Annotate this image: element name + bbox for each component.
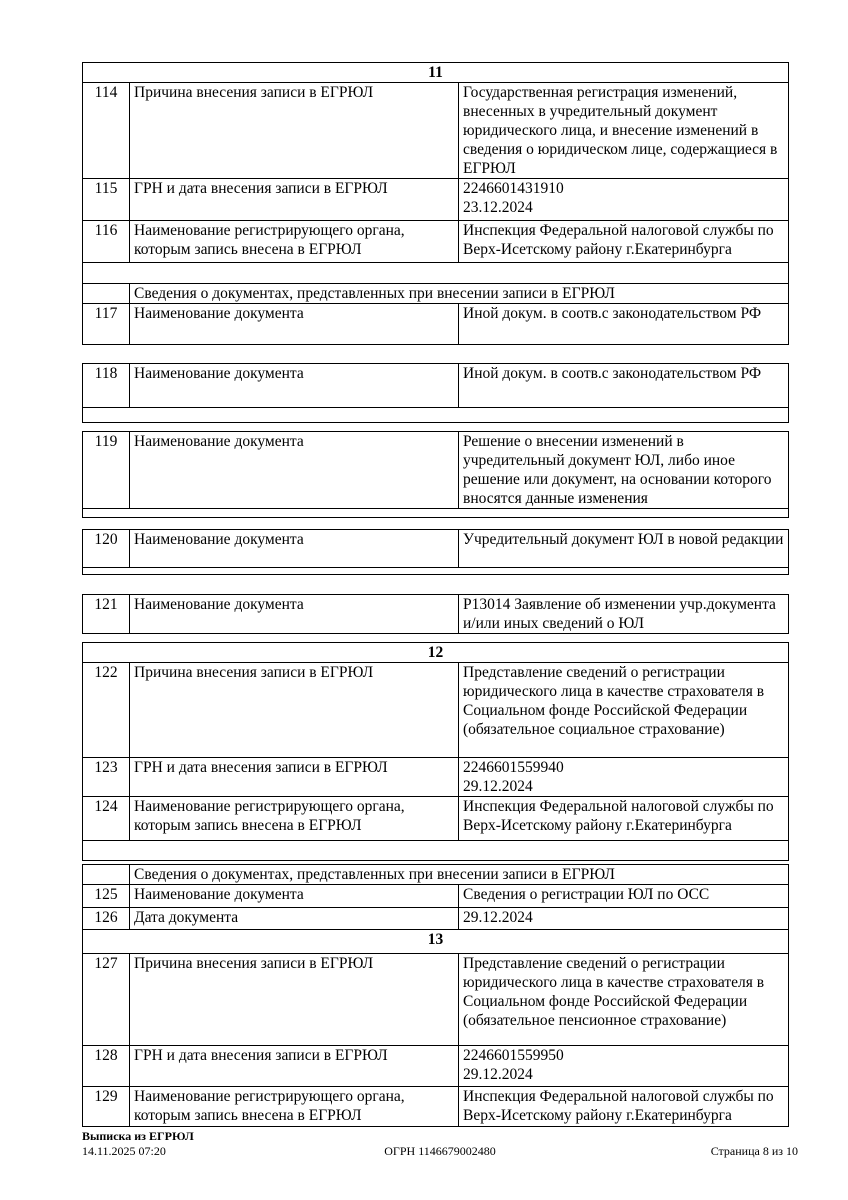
docs-subheader: Сведения о документах, представленных при внесении записи в ЕГРЮЛ [130, 284, 789, 304]
row-value: Иной докум. в соотв.с законодательством РФ [459, 304, 789, 345]
table-row [83, 432, 789, 509]
row-value: Представление сведений о регистрации юридического лица в качестве страхователя в Социальном фонде Российской Федерации (обязательное пенсионное страхование) [459, 954, 789, 1046]
row-value: Р13014 Заявление об изменении учр.документа и/или иных сведений о ЮЛ [459, 595, 789, 634]
egrul-table-block-3 [82, 431, 789, 518]
row-number: 125 [83, 885, 130, 908]
table-row [83, 954, 789, 1046]
row-value: Инспекция Федеральной налоговой службы по Верх-Исетскому району г.Екатеринбурга [459, 1087, 789, 1127]
footer-page-number: Страница 8 из 10 [710, 1144, 799, 1158]
row-number: 128 [83, 1046, 130, 1087]
table-row [83, 1087, 789, 1127]
row-value: Представление сведений о регистрации юридического лица в качестве страхователя в Социальном фонде Российской Федерации (обязательное социальное страхование) [459, 663, 789, 758]
row-label: Наименование документа [130, 885, 459, 908]
row-number: 123 [83, 758, 130, 797]
row-value: Решение о внесении изменений в учредительный документ ЮЛ, либо иное решение или документ, на основании которого вносятся данные изменения [459, 432, 789, 509]
spacer-row [83, 568, 789, 575]
row-value [459, 758, 789, 797]
grn-date: 29.12.2024 [463, 1066, 533, 1083]
footer-ogrn: ОГРН 1146679002480 [384, 1144, 496, 1158]
row-value: Иной докум. в соотв.с законодательством РФ [459, 364, 789, 408]
row-label: Причина внесения записи в ЕГРЮЛ [130, 663, 459, 758]
table-row [83, 221, 789, 263]
row-number: 118 [83, 364, 130, 408]
table-row [83, 364, 789, 408]
row-label: ГРН и дата внесения записи в ЕГРЮЛ [130, 179, 459, 221]
row-number: 129 [83, 1087, 130, 1127]
row-label: Дата документа [130, 908, 459, 930]
row-label: Наименование документа [130, 364, 459, 408]
docs-subheader-row [83, 865, 789, 885]
egrul-table-block-2 [82, 363, 789, 423]
row-value: Государственная регистрация изменений, внесенных в учредительный документ юридического лица, и внесение изменений в сведения о юридическом лице, содержащиеся в ЕГРЮЛ [459, 83, 789, 179]
grn-value: 2246601431910 [463, 180, 564, 197]
page-footer [82, 1129, 798, 1159]
row-number: 119 [83, 432, 130, 509]
row-value: Сведения о регистрации ЮЛ по ОСС [459, 885, 789, 908]
table-row [83, 1046, 789, 1087]
row-value: Инспекция Федеральной налоговой службы по Верх-Исетскому району г.Екатеринбурга [459, 797, 789, 841]
row-label: Наименование документа [130, 432, 459, 509]
grn-date: 29.12.2024 [463, 778, 533, 795]
footer-left [82, 1129, 321, 1159]
row-value: 29.12.2024 [459, 908, 789, 930]
row-number: 115 [83, 179, 130, 221]
table-row [83, 83, 789, 179]
section-number: 12 [83, 643, 789, 663]
docs-subheader-row [83, 284, 789, 304]
row-label: Причина внесения записи в ЕГРЮЛ [130, 83, 459, 179]
egrul-table-block-1 [82, 62, 789, 345]
footer-doc-title: Выписка из ЕГРЮЛ [82, 1129, 194, 1143]
egrul-table-block-4 [82, 529, 789, 575]
table-row [83, 758, 789, 797]
table-row [83, 797, 789, 841]
row-value: Инспекция Федеральной налоговой службы по Верх-Исетскому району г.Екатеринбурга [459, 221, 789, 263]
table-row [83, 179, 789, 221]
docs-subheader: Сведения о документах, представленных при внесении записи в ЕГРЮЛ [130, 865, 789, 885]
spacer-row [83, 509, 789, 518]
row-value: Учредительный документ ЮЛ в новой редакции [459, 530, 789, 568]
row-number: 127 [83, 954, 130, 1046]
grn-value: 2246601559940 [463, 759, 564, 776]
table-row [83, 908, 789, 930]
row-number: 124 [83, 797, 130, 841]
section-header-row [83, 63, 789, 83]
egrul-table-block-6 [82, 642, 789, 861]
egrul-table-block-5 [82, 594, 789, 634]
row-number: 121 [83, 595, 130, 634]
row-label: Наименование документа [130, 304, 459, 345]
row-label: ГРН и дата внесения записи в ЕГРЮЛ [130, 758, 459, 797]
row-number: 122 [83, 663, 130, 758]
spacer-row [83, 841, 789, 861]
footer-datetime: 14.11.2025 07:20 [82, 1144, 166, 1158]
row-label: Наименование регистрирующего органа, которым запись внесена в ЕГРЮЛ [130, 797, 459, 841]
row-label: Наименование документа [130, 530, 459, 568]
table-row [83, 530, 789, 568]
row-number: 120 [83, 530, 130, 568]
section-header-row [83, 930, 789, 954]
grn-value: 2246601559950 [463, 1047, 564, 1064]
section-header-row [83, 643, 789, 663]
row-label: Наименование документа [130, 595, 459, 634]
row-number: 126 [83, 908, 130, 930]
row-label: Наименование регистрирующего органа, которым запись внесена в ЕГРЮЛ [130, 221, 459, 263]
table-row [83, 885, 789, 908]
empty-number-cell [83, 865, 130, 885]
egrul-table-block-7 [82, 864, 789, 1127]
section-number: 11 [83, 63, 789, 83]
egrul-table-area [82, 62, 788, 1127]
row-label: ГРН и дата внесения записи в ЕГРЮЛ [130, 1046, 459, 1087]
table-row [83, 304, 789, 345]
row-value [459, 179, 789, 221]
empty-number-cell [83, 284, 130, 304]
table-row [83, 663, 789, 758]
spacer-row [83, 408, 789, 423]
row-value [459, 1046, 789, 1087]
row-label: Причина внесения записи в ЕГРЮЛ [130, 954, 459, 1046]
row-number: 114 [83, 83, 130, 179]
row-number: 117 [83, 304, 130, 345]
row-number: 116 [83, 221, 130, 263]
table-row [83, 595, 789, 634]
spacer-row [83, 263, 789, 284]
grn-date: 23.12.2024 [463, 199, 533, 216]
row-label: Наименование регистрирующего органа, которым запись внесена в ЕГРЮЛ [130, 1087, 459, 1127]
section-number: 13 [83, 930, 789, 954]
